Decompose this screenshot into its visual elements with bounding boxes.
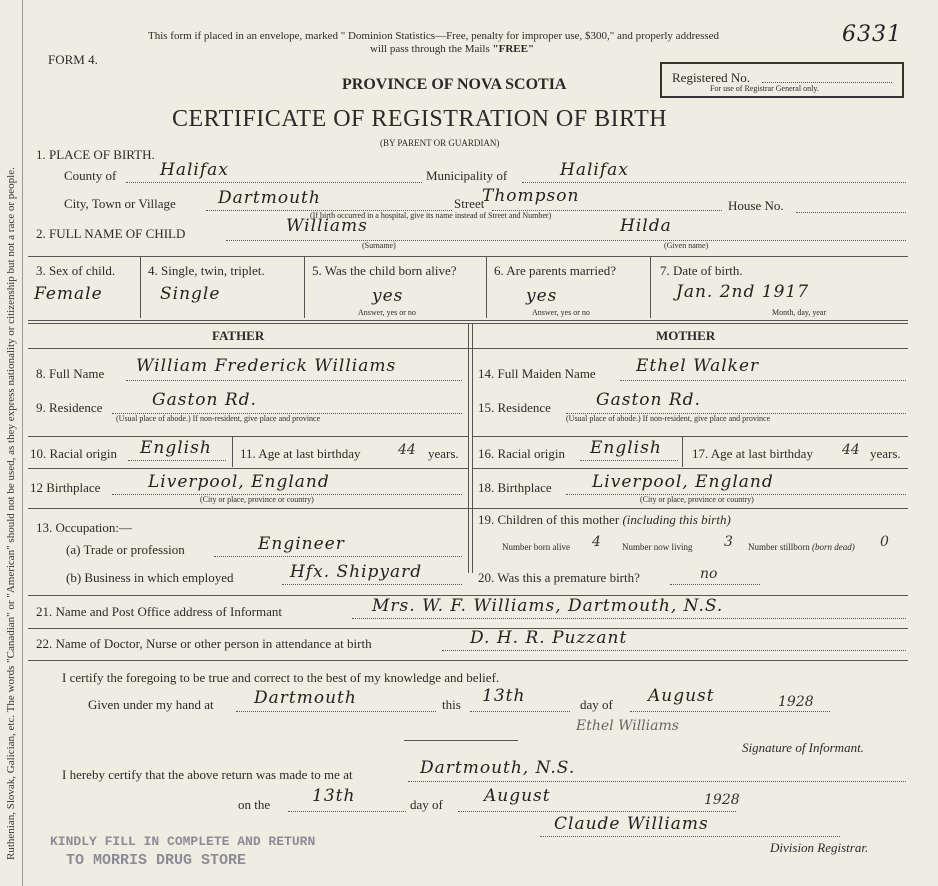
col-divider-3 — [486, 256, 487, 318]
house-line — [796, 212, 906, 213]
plurality-value: Single — [160, 284, 221, 304]
row-divider-top — [28, 256, 908, 257]
mother-age: 44 — [842, 442, 860, 458]
county-value: Halifax — [160, 160, 229, 180]
free-label: "FREE" — [492, 43, 535, 55]
county-line — [126, 182, 422, 183]
house-label: House No. — [728, 198, 784, 213]
father-birthplace-label: 12 Birthplace — [30, 480, 101, 495]
municipality-value: Halifax — [560, 160, 629, 180]
registrar-year: 1928 — [704, 792, 740, 808]
stillborn-label-text: Number stillborn — [748, 542, 810, 552]
married-value: yes — [526, 286, 558, 306]
date-label: 7. Date of birth. — [660, 263, 743, 278]
mother-name-label: 14. Full Maiden Name — [478, 366, 596, 381]
registrar-month-line — [458, 811, 736, 812]
city-label: City, Town or Village — [64, 196, 176, 211]
stillborn-value: 0 — [880, 534, 889, 550]
children-note: (including this birth) — [622, 512, 731, 527]
registered-number-box — [660, 62, 904, 98]
mother-racial-label: 16. Racial origin — [478, 446, 566, 461]
certificate-subtitle: (BY PARENT OR GUARDIAN) — [380, 138, 500, 148]
given-year: 1928 — [778, 694, 814, 710]
stillborn-label — [748, 542, 855, 552]
informant-signature-label: Signature of Informant. — [742, 740, 864, 755]
trade-value: Engineer — [258, 534, 345, 554]
alive-value: yes — [372, 286, 404, 306]
registrar-day: 13th — [312, 786, 356, 806]
father-residence: Gaston Rd. — [152, 390, 257, 410]
father-name: William Frederick Williams — [136, 356, 397, 376]
registrar-day-of-label: day of — [410, 797, 443, 812]
hospital-note: (If birth occurred in a hospital, give its name instead of Street and Number) — [310, 211, 552, 220]
father-age-divider — [232, 437, 233, 467]
municipality-line — [522, 182, 906, 183]
born-alive-label: Number born alive — [502, 542, 570, 552]
father-age: 44 — [398, 442, 416, 458]
mother-heading: MOTHER — [656, 328, 716, 343]
date-note: Month, day, year — [772, 308, 827, 317]
father-residence-note: (Usual place of abode.) If non-resident, give place and province — [116, 414, 321, 423]
col-divider-4 — [650, 256, 651, 318]
registrar-signature: Claude Williams — [554, 814, 709, 834]
mother-residence-label: 15. Residence — [478, 400, 551, 415]
margin-strip — [0, 0, 22, 886]
father-birthplace: Liverpool, England — [148, 472, 330, 492]
province-heading: PROVINCE OF NOVA SCOTIA — [342, 76, 567, 93]
place-heading: 1. PLACE OF BIRTH. — [36, 147, 155, 162]
parents-center-divider-2 — [472, 323, 473, 573]
registered-note: For use of Registrar General only. — [710, 84, 819, 93]
mother-racial-line — [580, 460, 678, 461]
given-day-line — [470, 711, 570, 712]
father-racial-line — [128, 460, 226, 461]
premature-label: 20. Was this a premature birth? — [478, 570, 640, 585]
given-place-line — [236, 711, 436, 712]
margin-divider — [22, 0, 23, 886]
doctor-rule — [28, 660, 908, 661]
business-line — [282, 584, 462, 585]
mother-name-line — [620, 380, 906, 381]
form-number: FORM 4. — [48, 52, 98, 67]
mother-name: Ethel Walker — [636, 356, 760, 376]
mother-racial: English — [590, 438, 662, 458]
mother-rule-2 — [472, 468, 908, 469]
mother-years: years. — [870, 446, 901, 461]
handwritten-number: 6331 — [842, 22, 902, 47]
surname-note: (Surname) — [362, 241, 396, 250]
registrar-place-line — [408, 781, 906, 782]
street-label: Street — [454, 196, 485, 211]
informant-rule — [28, 628, 908, 629]
mother-birthplace-note: (City or place, province or country) — [640, 495, 754, 504]
certify-statement: I certify the foregoing to be true and correct to the best of my knowledge and belief. — [62, 670, 500, 685]
now-living-value: 3 — [724, 534, 733, 550]
given-month-line — [630, 711, 830, 712]
doctor-line — [442, 650, 906, 651]
envelope-note-text: will pass through the Mails — [370, 43, 490, 55]
mother-birthplace: Liverpool, England — [592, 472, 774, 492]
registrar-statement: I hereby certify that the above return was made to me at — [62, 767, 353, 782]
father-name-label: 8. Full Name — [36, 366, 105, 381]
col-divider-1 — [140, 256, 141, 318]
father-birthplace-note: (City or place, province or country) — [200, 495, 314, 504]
doctor-value: D. H. R. Puzzant — [470, 628, 628, 648]
child-given: Hilda — [620, 216, 672, 236]
father-name-line — [126, 380, 462, 381]
parents-center-divider — [468, 323, 469, 573]
alive-note: Answer, yes or no — [358, 308, 416, 317]
given-day: 13th — [482, 686, 526, 706]
given-day-of-label: day of — [580, 697, 613, 712]
father-heading: FATHER — [212, 328, 265, 343]
registered-label: Registered No. — [672, 70, 750, 85]
certificate-title: CERTIFICATE OF REGISTRATION OF BIRTH — [172, 106, 668, 132]
father-residence-label: 9. Residence — [36, 400, 103, 415]
margin-note: Ruthenian, Slovak, Galician, etc. The words "Canadian" or "American" should not be used, as they express nationality or citizenship but not a race or people. — [5, 167, 17, 860]
informant-signature: Ethel Williams — [576, 718, 679, 734]
municipality-label: Municipality of — [426, 168, 508, 183]
now-living-label: Number now living — [622, 542, 693, 552]
stillborn-note: (born dead) — [812, 542, 855, 552]
trade-line — [214, 556, 462, 557]
child-name-label: 2. FULL NAME OF CHILD — [36, 226, 186, 241]
registrar-place: Dartmouth, N.S. — [420, 758, 576, 778]
street-value: Thompson — [482, 186, 580, 206]
heading-rule — [28, 348, 908, 349]
child-surname: Williams — [286, 216, 368, 236]
father-rule-1 — [28, 436, 468, 437]
married-label: 6. Are parents married? — [494, 263, 617, 278]
father-rule-2 — [28, 468, 468, 469]
stamp-line-1: KINDLY FILL IN COMPLETE AND RETURN — [50, 834, 316, 849]
mother-birthplace-label: 18. Birthplace — [478, 480, 552, 495]
business-label: (b) Business in which employed — [66, 570, 234, 585]
col-divider-2 — [304, 256, 305, 318]
given-label: Given under my hand at — [88, 697, 214, 712]
registrar-month: August — [484, 786, 551, 806]
registrar-signature-label: Division Registrar. — [770, 840, 869, 855]
informant-label: 21. Name and Post Office address of Informant — [36, 604, 282, 619]
envelope-note-1: This form if placed in an envelope, marked " Dominion Statistics—Free, penalty for improper use, $300," and properly addressed — [148, 30, 720, 42]
mother-rule-1 — [472, 436, 908, 437]
plurality-label: 4. Single, twin, triplet. — [148, 263, 265, 278]
married-note: Answer, yes or no — [532, 308, 590, 317]
this-label: this — [442, 697, 461, 712]
short-rule — [404, 740, 518, 741]
registrar-on-label: on the — [238, 797, 271, 812]
alive-label: 5. Was the child born alive? — [312, 263, 457, 278]
given-note: (Given name) — [664, 241, 709, 250]
city-value: Dartmouth — [218, 188, 321, 208]
father-racial: English — [140, 438, 212, 458]
children-label — [478, 512, 731, 528]
father-years: years. — [428, 446, 459, 461]
date-value: Jan. 2nd 1917 — [676, 282, 810, 302]
mother-residence-note: (Usual place of abode.) If non-resident, give place and province — [566, 414, 771, 423]
doctor-label: 22. Name of Doctor, Nurse or other person in attendance at birth — [36, 636, 372, 651]
occupation-label: 13. Occupation:— — [36, 520, 133, 535]
registrar-signature-line — [540, 836, 840, 837]
born-alive-value: 4 — [592, 534, 601, 550]
informant-line — [352, 618, 906, 619]
children-label-text: 19. Children of this mother — [478, 512, 620, 527]
father-racial-label: 10. Racial origin — [30, 446, 118, 461]
stamp-line-2: TO MORRIS DRUG STORE — [66, 852, 247, 869]
mother-age-divider — [682, 437, 683, 467]
trade-label: (a) Trade or profession — [66, 542, 185, 557]
informant-value: Mrs. W. F. Williams, Dartmouth, N.S. — [372, 596, 724, 616]
parents-top-rule — [28, 320, 908, 321]
registered-line — [762, 82, 892, 83]
sex-label: 3. Sex of child. — [36, 263, 116, 278]
child-name-line — [226, 240, 906, 241]
county-label: County of — [64, 168, 117, 183]
mother-residence: Gaston Rd. — [596, 390, 701, 410]
business-value: Hfx. Shipyard — [290, 562, 423, 582]
premature-value: no — [700, 566, 718, 582]
envelope-note-2 — [370, 43, 534, 55]
given-month: August — [648, 686, 715, 706]
registrar-day-line — [288, 811, 406, 812]
premature-line — [670, 584, 760, 585]
birthplace-rule — [28, 508, 908, 509]
given-place: Dartmouth — [254, 688, 357, 708]
father-age-label: 11. Age at last birthday — [240, 446, 361, 461]
sex-value: Female — [34, 284, 103, 304]
mother-age-label: 17. Age at last birthday — [692, 446, 813, 461]
